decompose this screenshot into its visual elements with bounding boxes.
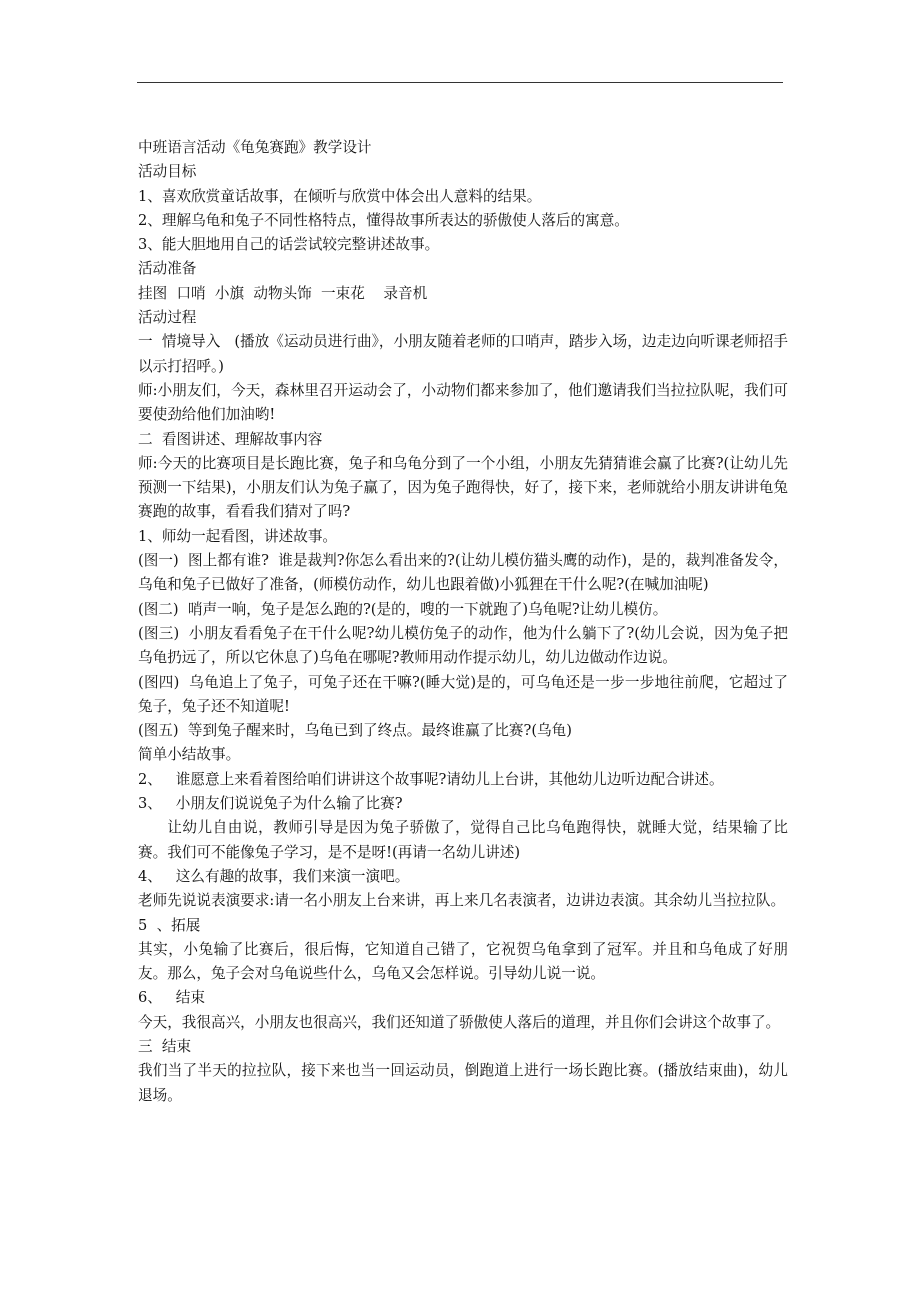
section-heading: 活动过程 — [138, 309, 197, 327]
paragraph: 我们当了半天的拉拉队，接下来也当一回运动员，倒跑道上进行一场长跑比赛。(播放结束曲)，幼儿退场。 — [138, 1062, 788, 1104]
section-heading: 三 结束 — [138, 1037, 192, 1055]
paragraph: 一 情境导入 (播放《运动员进行曲》，小朋友随着老师的口哨声，踏步入场，边走边向听课老师招手以示打招呼。) — [138, 333, 788, 375]
paragraph: (图四) 乌龟追上了兔子，可兔子还在干嘛?(睡大觉)是的，可乌龟还是一步一步地往前爬，它超过了兔子，兔子还不知道呢! — [138, 673, 788, 715]
paragraph: 今天，我很高兴，小朋友也很高兴，我们还知道了骄傲使人落后的道理，并且你们会讲这个故事了。 — [138, 1013, 781, 1031]
section-heading: 活动准备 — [138, 260, 197, 278]
paragraph: 师:小朋友们，今天，森林里召开运动会了，小动物们都来参加了，他们邀请我们当拉拉队呢，我们可要使劲给他们加油哟! — [138, 381, 788, 424]
paragraph: 老师先说说表演要求:请一名小朋友上台来讲，再上来几名表演者，边讲边表演。其余幼儿当拉拉队。 — [138, 892, 786, 910]
document-title: 中班语言活动《龟兔赛跑》教学设计 — [138, 139, 372, 156]
paragraph: 简单小结故事。 — [138, 746, 241, 764]
paragraph: (图一) 图上都有谁? 谁是裁判?你怎么看出来的?(让幼儿模仿猫头鹰的动作)，是的，裁判准备发令，乌龟和兔子已做好了准备，(师模仿动作，幼儿也跟着做)小狐狸在干什么呢?(在喊加油呢) — [138, 552, 788, 594]
paragraph: (图三) 小朋友看看兔子在干什么呢?幼儿模仿兔子的动作，他为什么躺下了?(幼儿会说，因为兔子把乌龟扔远了，所以它休息了)乌龟在哪呢?教师用动作提示幼儿，幼儿边做动作边说。 — [138, 624, 788, 667]
section-heading: 二 看图讲述、理解故事内容 — [138, 430, 323, 448]
section-heading: 6、 结束 — [138, 989, 205, 1007]
paragraph: 让幼儿自由说，教师引导是因为兔子骄傲了，觉得自己比乌龟跑得快，就睡大觉，结果输了比赛。我们可不能像兔子学习，是不是呀!(再请一名幼儿讲述) — [138, 819, 788, 861]
paragraph: 3、能大胆地用自己的话尝试较完整讲述故事。 — [138, 236, 440, 254]
paragraph: 2、 谁愿意上来看着图给咱们讲讲这个故事呢?请幼儿上台讲，其他幼儿边听边配合讲述。 — [138, 770, 724, 788]
paragraph: 挂图 口哨 小旗 动物头饰 一束花 录音机 — [138, 284, 428, 302]
paragraph: 其实，小兔输了比赛后，很后悔，它知道自己错了，它祝贺乌龟拿到了冠军。并且和乌龟成了好朋友。那么，兔子会对乌龟说些什么，乌龟又会怎样说。引导幼儿说一说。 — [138, 940, 788, 983]
paragraph: 3、 小朋友们说说兔子为什么输了比赛? — [138, 795, 403, 813]
paragraph: (图二) 哨声一响，兔子是怎么跑的?(是的，嗖的一下就跑了)乌龟呢?让幼儿模仿。 — [138, 600, 668, 618]
paragraph: (图五) 等到兔子醒来时，乌龟已到了终点。最终谁赢了比赛?(乌龟) — [138, 722, 572, 740]
header-rule — [137, 82, 783, 83]
section-heading: 活动目标 — [138, 163, 197, 181]
paragraph: 师:今天的比赛项目是长跑比赛，兔子和乌龟分到了一个小组，小朋友先猜猜谁会赢了比赛?(让幼儿先预测一下结果)，小朋友们认为兔子赢了，因为兔子跑得快，好了，接下来，老师就给小朋友讲讲龟兔赛跑的故事，看看我们猜对了吗? — [138, 454, 788, 521]
paragraph: 2、理解乌龟和兔子不同性格特点，懂得故事所表达的骄傲使人落后的寓意。 — [138, 211, 629, 229]
paragraph: 1、喜欢欣赏童话故事，在倾听与欣赏中体会出人意料的结果。 — [138, 187, 542, 205]
document-body — [138, 136, 788, 1108]
paragraph: 1、师幼一起看图，讲述故事。 — [138, 527, 338, 545]
paragraph: 4、 这么有趣的故事，我们来演一演吧。 — [138, 867, 410, 885]
section-heading: 5 、拓展 — [138, 916, 201, 934]
